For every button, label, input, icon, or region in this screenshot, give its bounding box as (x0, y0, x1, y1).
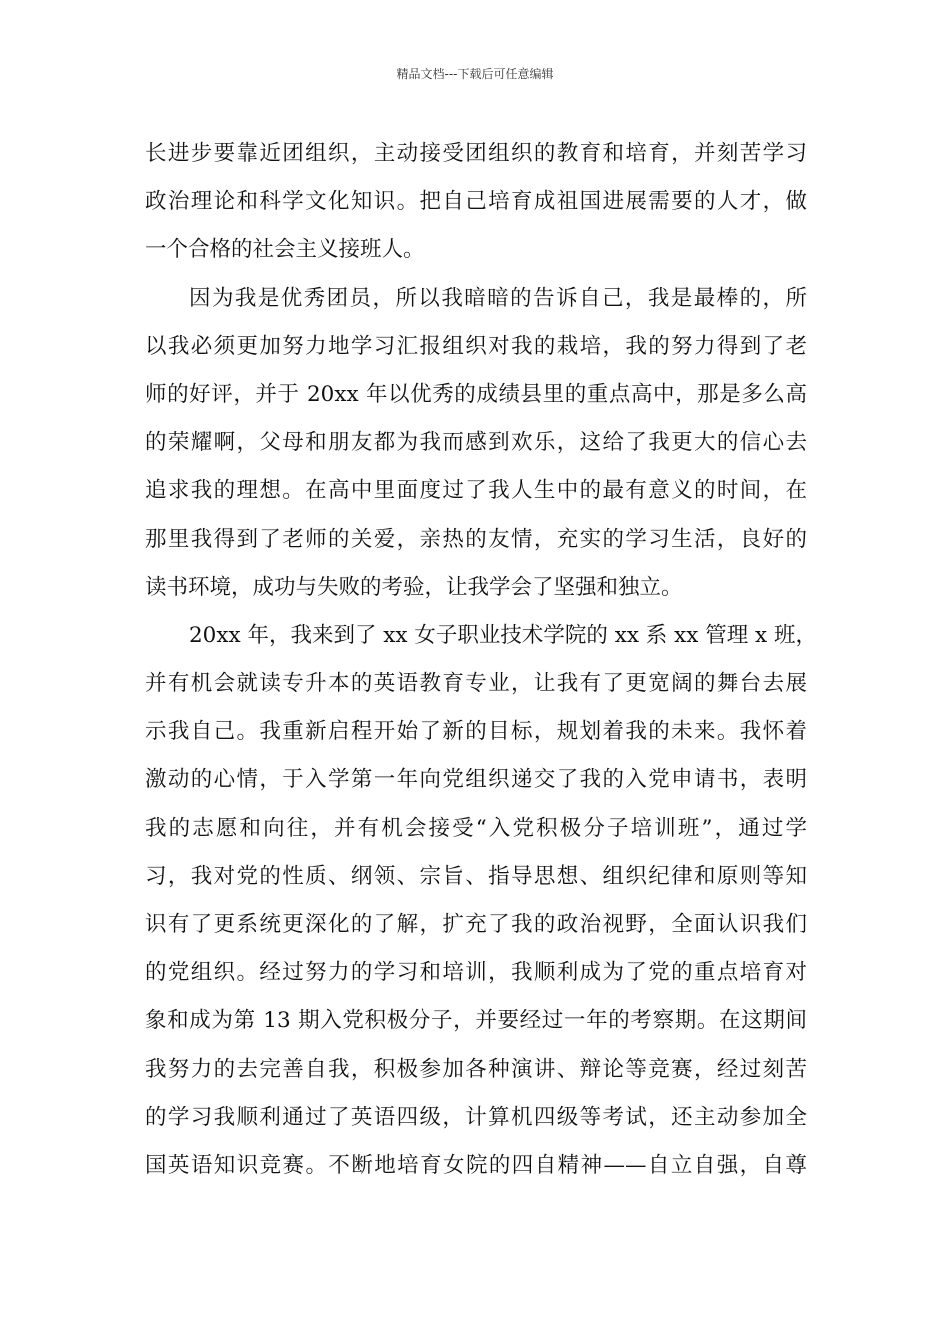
body-line: 并有机会就读专升本的英语教育专业，让我有了更宽阔的舞台去展 (145, 671, 807, 697)
body-line: 我的志愿和向往，并有机会接受“入党积极分子培训班”，通过学 (145, 815, 807, 841)
body-line: 以我必须更加努力地学习汇报组织对我的栽培，我的努力得到了老 (145, 333, 807, 359)
page-header: 精品文档---下载后可任意编辑 (396, 67, 554, 81)
body-line: 的学习我顺利通过了英语四级，计算机四级等考试，还主动参加全 (145, 1104, 807, 1130)
body-line: 政治理论和科学文化知识。把自己培育成祖国进展需要的人才，做 (145, 189, 807, 215)
body-line: 激动的心情，于入学第一年向党组织递交了我的入党申请书，表明 (145, 767, 807, 793)
body-line: 的党组织。经过努力的学习和培训，我顺利成为了党的重点培育对 (145, 960, 807, 986)
body-line: 那里我得到了老师的关爱，亲热的友情，充实的学习生活，良好的 (145, 526, 807, 552)
body-line: 象和成为第 13 期入党积极分子，并要经过一年的考察期。在这期间 (145, 1008, 807, 1034)
body-line: 识有了更系统更深化的了解，扩充了我的政治视野，全面认识我们 (145, 912, 807, 937)
body-line: 国英语知识竞赛。不断地培育女院的四自精神——自立自强，自尊 (145, 1152, 807, 1178)
body-line: 师的好评，并于 20xx 年以优秀的成绩县里的重点高中，那是多么高 (145, 381, 807, 407)
body-line: 的荣耀啊，父母和朋友都为我而感到欢乐，这给了我更大的信心去 (145, 430, 807, 456)
body-line: 长进步要靠近团组织，主动接受团组织的教育和培育，并刻苦学习 (145, 141, 807, 166)
document-body (145, 130, 817, 1190)
body-line: 追求我的理想。在高中里面度过了我人生中的最有意义的时间，在 (145, 478, 807, 504)
body-line: 20xx 年，我来到了 xx 女子职业技术学院的 xx 系 xx 管理 x 班， (189, 622, 817, 648)
body-line: 一个合格的社会主义接班人。 (145, 237, 425, 263)
body-line: 因为我是优秀团员，所以我暗暗的告诉自己，我是最棒的，所 (189, 285, 807, 311)
body-line: 示我自己。我重新启程开始了新的目标，规划着我的未来。我怀着 (145, 719, 807, 745)
body-line: 我努力的去完善自我，积极参加各种演讲、辩论等竞赛，经过刻苦 (145, 1056, 807, 1082)
body-line: 习，我对党的性质、纲领、宗旨、指导思想、组织纪律和原则等知 (145, 863, 807, 889)
body-line: 读书环境，成功与失败的考验，让我学会了坚强和独立。 (145, 574, 683, 600)
